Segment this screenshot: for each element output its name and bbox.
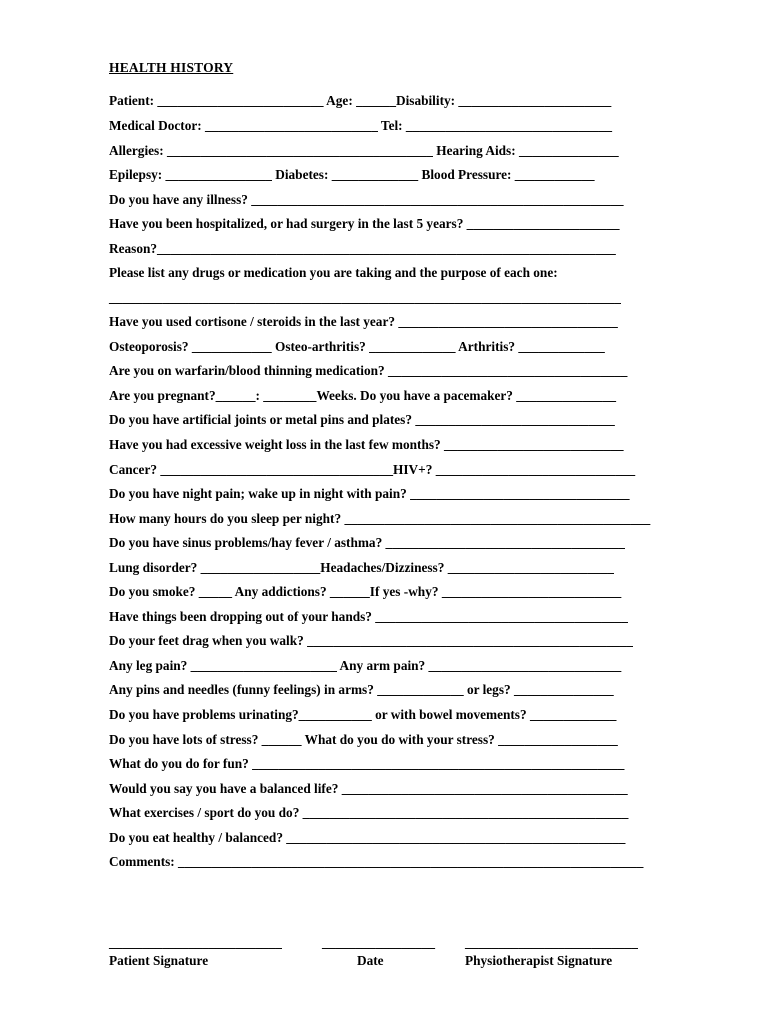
fun-line[interactable]: What do you do for fun? ________________________________________________________ — [109, 756, 625, 771]
epilepsy-line[interactable]: Epilepsy: ________________ Diabetes: _____________ Blood Pressure: ____________ — [109, 167, 595, 182]
physiotherapist-signature-label: Physiotherapist Signature — [465, 953, 613, 968]
exercises-line[interactable]: What exercises / sport do you do? _________________________________________________ — [109, 805, 629, 820]
balanced-life-line[interactable]: Would you say you have a balanced life? ___________________________________________ — [109, 781, 628, 796]
urinating-line[interactable]: Do you have problems urinating?___________ or with bowel movements? _____________ — [109, 707, 617, 722]
comments-line[interactable]: Comments: ______________________________________________________________________ — [109, 854, 644, 869]
physiotherapist-signature-rule[interactable]: __________________________ — [465, 935, 638, 950]
patient-line[interactable]: Patient: _________________________ Age: ______Disability: _______________________ — [109, 93, 612, 108]
reason-line[interactable]: Reason?_____________________________________________________________________ — [109, 241, 616, 256]
dropping-line[interactable]: Have things been dropping out of your hands? ______________________________________ — [109, 609, 628, 624]
form-title: HEALTH HISTORY — [109, 60, 234, 75]
sinus-line[interactable]: Do you have sinus problems/hay fever / asthma? ____________________________________ — [109, 535, 625, 550]
medication-answer-line[interactable]: _____________________________________________________________________________ — [109, 290, 621, 305]
allergies-line[interactable]: Allergies: ________________________________________ Hearing Aids: _______________ — [109, 143, 619, 158]
artificial-joints-line[interactable]: Do you have artificial joints or metal pins and plates? ______________________________ — [109, 412, 615, 427]
patient-signature-label: Patient Signature — [109, 953, 209, 968]
night-pain-line[interactable]: Do you have night pain; wake up in night with pain? _________________________________ — [109, 486, 630, 501]
eat-healthy-line[interactable]: Do you eat healthy / balanced? ___________________________________________________ — [109, 830, 626, 845]
lung-disorder-line[interactable]: Lung disorder? __________________Headaches/Dizziness? _________________________ — [109, 560, 614, 575]
date-rule[interactable]: _________________ — [322, 935, 436, 950]
medical-doctor-line[interactable]: Medical Doctor: __________________________ Tel: _______________________________ — [109, 118, 613, 133]
cancer-line[interactable]: Cancer? ___________________________________HIV+? ______________________________ — [109, 462, 636, 477]
feet-drag-line[interactable]: Do your feet drag when you walk? _________________________________________________ — [109, 633, 633, 648]
stress-line[interactable]: Do you have lots of stress? ______ What do you do with your stress? __________________ — [109, 732, 618, 747]
warfarin-line[interactable]: Are you on warfarin/blood thinning medication? ____________________________________ — [109, 363, 628, 378]
weight-loss-line[interactable]: Have you had excessive weight loss in the last few months? ___________________________ — [109, 437, 624, 452]
leg-arm-pain-line[interactable]: Any leg pain? ______________________ Any arm pain? _____________________________ — [109, 658, 622, 673]
sleep-hours-line[interactable]: How many hours do you sleep per night? ______________________________________________ — [109, 511, 651, 526]
illness-line[interactable]: Do you have any illness? ________________________________________________________ — [109, 192, 624, 207]
smoke-line[interactable]: Do you smoke? _____ Any addictions? ______If yes -why? ___________________________ — [109, 584, 622, 599]
hospitalized-line[interactable]: Have you been hospitalized, or had surgery in the last 5 years? _______________________ — [109, 216, 620, 231]
pins-needles-line[interactable]: Any pins and needles (funny feelings) in arms? _____________ or legs? _______________ — [109, 682, 614, 697]
osteoporosis-line[interactable]: Osteoporosis? ____________ Osteo-arthritis? _____________ Arthritis? _____________ — [109, 339, 605, 354]
cortisone-line[interactable]: Have you used cortisone / steroids in the last year? _________________________________ — [109, 314, 618, 329]
medication-prompt: Please list any drugs or medication you are taking and the purpose of each one: — [109, 265, 558, 280]
patient-signature-rule[interactable]: __________________________ — [109, 935, 282, 950]
date-label: Date — [357, 953, 384, 968]
pregnant-line[interactable]: Are you pregnant?______: ________Weeks. Do you have a pacemaker? _______________ — [109, 388, 616, 403]
